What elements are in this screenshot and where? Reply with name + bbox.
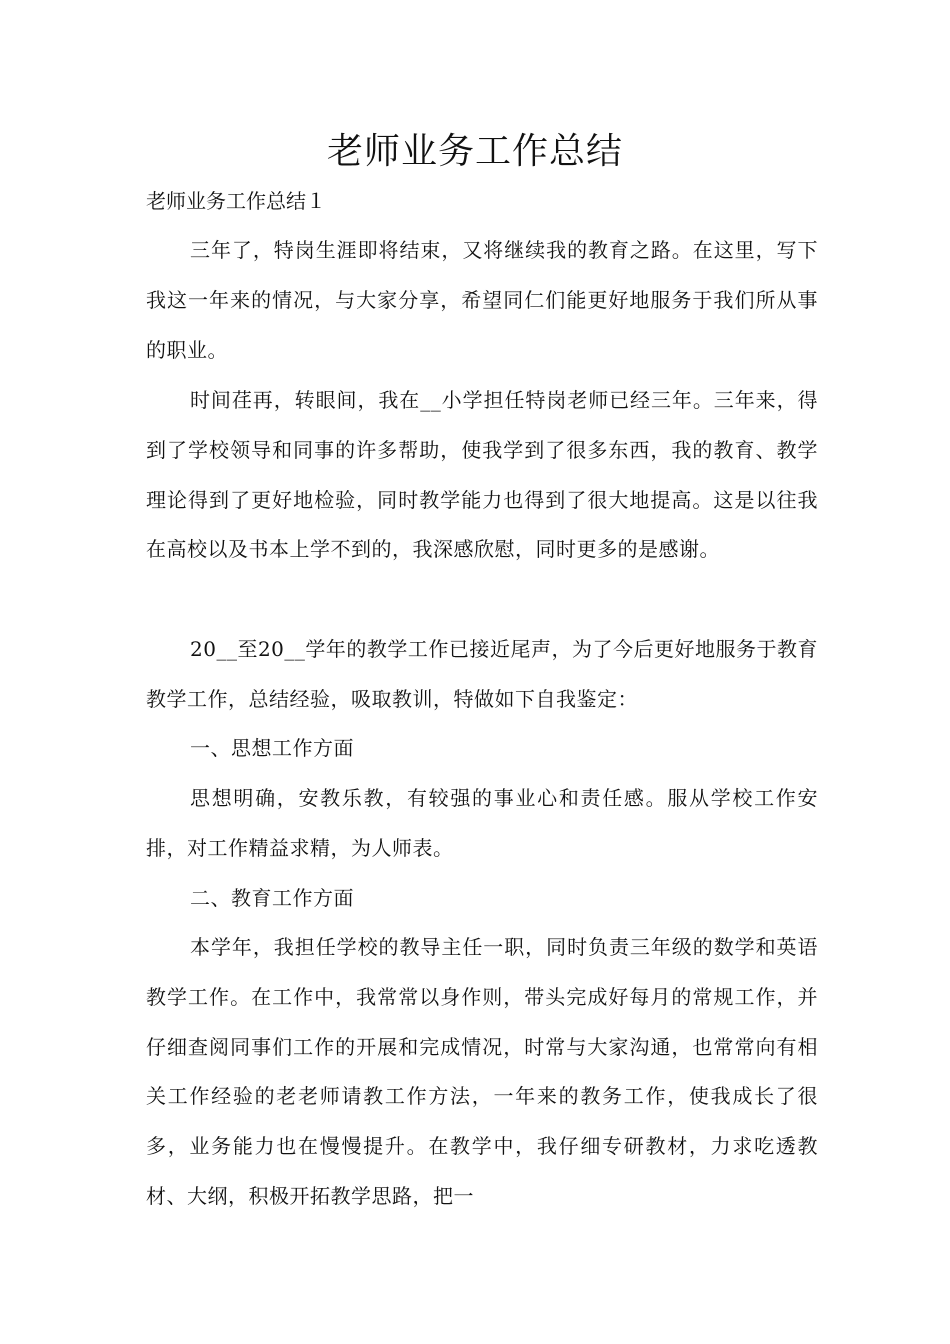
paragraph-intro: 三年了，特岗生涯即将结束，又将继续我的教育之路。在这里，写下我这一年来的情况，与大家分享，希望同仁们能更好地服务于我们所从事的职业。	[146, 238, 818, 362]
section-heading-thought: 一、思想工作方面	[190, 736, 354, 760]
paragraph-thought: 思想明确，安教乐教，有较强的事业心和责任感。服从学校工作安排，对工作精益求精，为人师表。	[146, 786, 818, 860]
section-heading-education: 二、教育工作方面	[190, 886, 354, 910]
document-title: 老师业务工作总结	[326, 131, 623, 172]
document-subtitle: 老师业务工作总结１	[146, 189, 326, 213]
paragraph-school-year: 20__至20__学年的教学工作已接近尾声，为了今后更好地服务于教育教学工作，总结经验，吸取教训，特做如下自我鉴定：	[146, 637, 818, 711]
paragraph-time: 时间荏再，转眼间，我在__小学担任特岗老师已经三年。三年来，得到了学校领导和同事的许多帮助，使我学到了很多东西，我的教育、教学理论得到了更好地检验，同时教学能力也得到了很大地提高。这是以往我在高校以及书本上学不到的，我深感欣慰，同时更多的是感谢。	[146, 388, 818, 562]
paragraph-education: 本学年，我担任学校的教导主任一职，同时负责三年级的数学和英语教学工作。在工作中，我常常以身作则，带头完成好每月的常规工作，并仔细查阅同事们工作的开展和完成情况，时常与大家沟通，也常常向有相关工作经验的老老师请教工作方法，一年来的教务工作，使我成长了很多，业务能力也在慢慢提升。在教学中，我仔细专研教材，力求吃透教材、大纲，积极开拓教学思路，把一	[146, 935, 818, 1208]
